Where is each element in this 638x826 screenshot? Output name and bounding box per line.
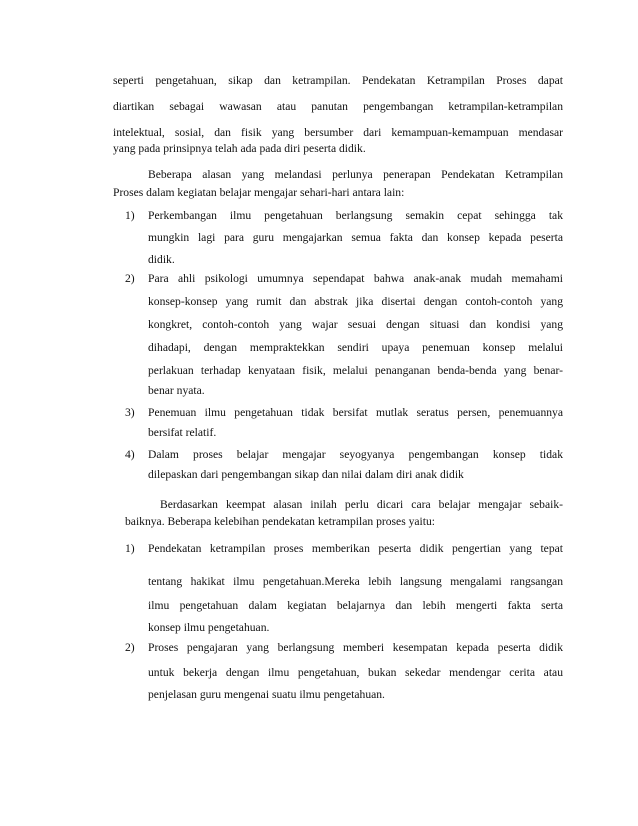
list-item-line: Pendekatan ketrampilan proses memberikan peserta didik pengertian yang tepat	[148, 542, 563, 555]
list-item-line: dilepaskan dari pengembangan sikap dan nilai dalam diri anak didik	[148, 468, 464, 481]
paragraph-line: Proses dalam kegiatan belajar mengajar sehari-hari antara lain:	[113, 186, 405, 199]
list-number: 3)	[125, 406, 135, 419]
list-item-line: konsep-konsep yang rumit dan abstrak jika disertai dengan contoh-contoh yang	[148, 295, 563, 308]
paragraph-line: seperti pengetahuan, sikap dan ketrampilan. Pendekatan Ketrampilan Proses dapat	[113, 74, 563, 87]
list-item-line: didik.	[148, 253, 175, 266]
paragraph-line: baiknya. Beberapa kelebihan pendekatan ketrampilan proses yaitu:	[125, 515, 436, 528]
list-item-line: Para ahli psikologi umumnya sependapat bahwa anak-anak mudah memahami	[148, 272, 563, 285]
list-item-line: mungkin lagi para guru mengajarkan semua fakta dan konsep kepada peserta	[148, 231, 563, 244]
list-item-line: kongkret, contoh-contoh yang wajar sesuai dengan situasi dan kondisi yang	[148, 318, 563, 331]
list-item-line: Perkembangan ilmu pengetahuan berlangsung semakin cepat sehingga tak	[148, 209, 563, 222]
list-item-line: perlakuan terhadap kenyataan fisik, melalui penanganan benda-benda yang benar-	[148, 364, 563, 377]
list-item-line: dihadapi, dengan mempraktekkan sendiri upaya penemuan konsep melalui	[148, 341, 563, 354]
list-item-line: Penemuan ilmu pengetahuan tidak bersifat mutlak seratus persen, penemuannya	[148, 406, 563, 419]
list-item-line: bersifat relatif.	[148, 426, 217, 439]
list-item-line: tentang hakikat ilmu pengetahuan.Mereka lebih langsung mengalami rangsangan	[148, 575, 563, 588]
list-item-line: penjelasan guru mengenai suatu ilmu pengetahuan.	[148, 688, 385, 701]
list-item-line: untuk bekerja dengan ilmu pengetahuan, bukan sekedar mendengar cerita atau	[148, 666, 563, 679]
paragraph-line: yang pada prinsipnya telah ada pada diri peserta didik.	[113, 142, 366, 155]
list-item-line: konsep ilmu pengetahuan.	[148, 621, 270, 634]
list-number: 1)	[125, 542, 135, 555]
list-number: 4)	[125, 448, 135, 461]
list-item-line: benar nyata.	[148, 384, 205, 397]
paragraph-line: intelektual, sosial, dan fisik yang bersumber dari kemampuan-kemampuan mendasar	[113, 126, 563, 139]
list-item-line: ilmu pengetahuan dalam kegiatan belajarnya dan lebih mengerti fakta serta	[148, 599, 563, 612]
paragraph-line: Berdasarkan keempat alasan inilah perlu dicari cara belajar mengajar sebaik-	[160, 498, 563, 511]
paragraph-line: diartikan sebagai wawasan atau panutan pengembangan ketrampilan-ketrampilan	[113, 100, 563, 113]
list-number: 2)	[125, 272, 135, 285]
list-number: 2)	[125, 641, 135, 654]
list-item-line: Proses pengajaran yang berlangsung memberi kesempatan kepada peserta didik	[148, 641, 563, 654]
list-item-line: Dalam proses belajar mengajar seyogyanya pengembangan konsep tidak	[148, 448, 563, 461]
list-number: 1)	[125, 209, 135, 222]
paragraph-line: Beberapa alasan yang melandasi perlunya penerapan Pendekatan Ketrampilan	[148, 168, 563, 181]
